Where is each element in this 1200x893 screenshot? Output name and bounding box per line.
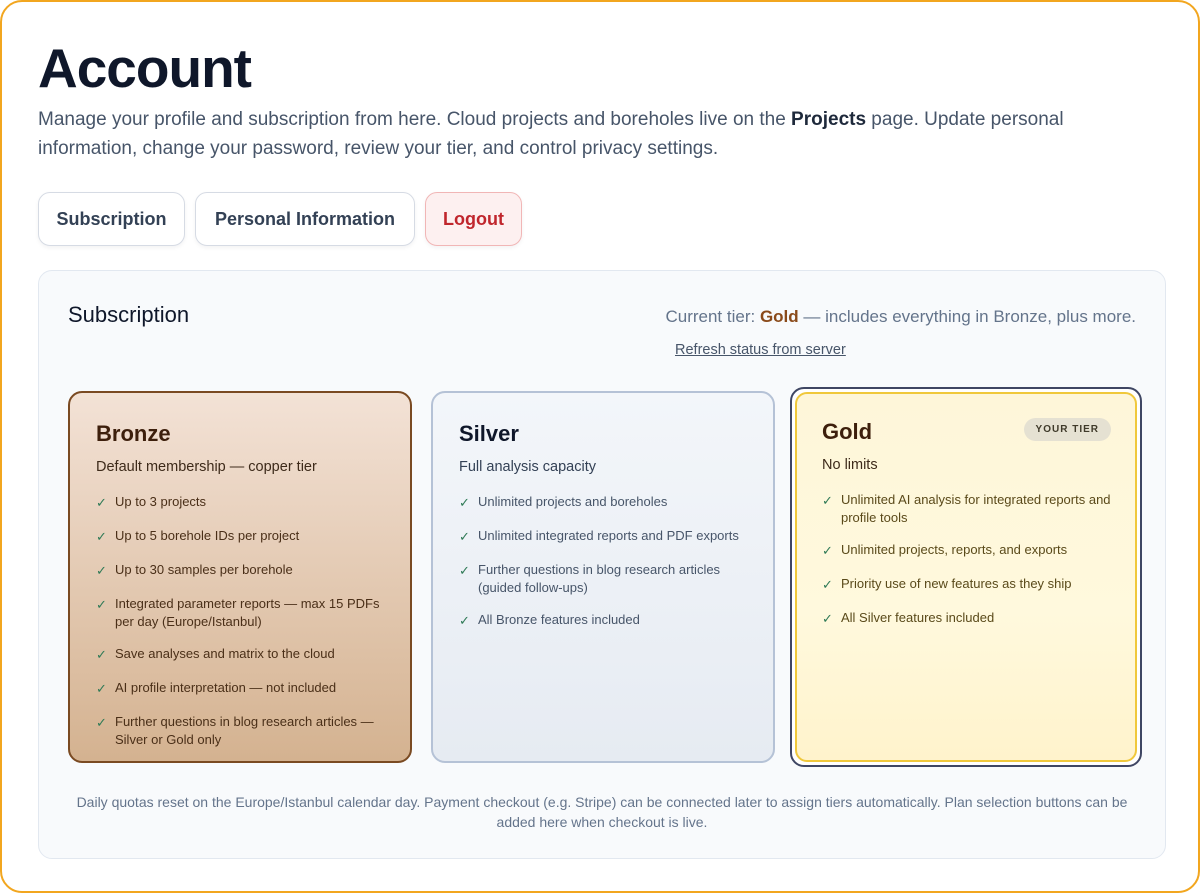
intro-text-start: Manage your profile and subscription from here. Cloud projects and boreholes live on the xyxy=(38,109,792,130)
plan-feature xyxy=(459,527,747,547)
check-icon: ✓ xyxy=(822,493,833,508)
plan-feature xyxy=(96,561,384,581)
check-icon: ✓ xyxy=(822,611,833,626)
plan-tagline: Full analysis capacity xyxy=(459,459,596,475)
plan-feature xyxy=(96,493,384,513)
feature-text: Priority use of new features as they ship xyxy=(841,576,1072,591)
check-icon: ✓ xyxy=(96,715,107,730)
plan-name: Gold xyxy=(822,419,873,444)
feature-text: Integrated parameter reports — max 15 PDFs per day (Europe/Istanbul) xyxy=(115,596,380,629)
plan-tagline: Default membership — copper tier xyxy=(96,459,317,475)
plan-feature xyxy=(96,595,384,631)
feature-text: Further questions in blog research articles (guided follow-ups) xyxy=(478,562,721,595)
check-icon: ✓ xyxy=(459,613,470,628)
plan-feature xyxy=(459,611,747,631)
feature-text: Unlimited projects and boreholes xyxy=(478,494,668,509)
page-title: Account xyxy=(38,37,251,99)
plan-feature xyxy=(96,679,384,699)
plan-feature xyxy=(96,713,384,749)
check-icon: ✓ xyxy=(96,529,107,544)
feature-text: Unlimited integrated reports and PDF exports xyxy=(478,528,739,543)
your-tier-badge: YOUR TIER xyxy=(1024,418,1111,441)
page-intro xyxy=(38,105,1138,163)
plan-feature xyxy=(96,527,384,547)
current-tier-name: Gold xyxy=(759,307,799,326)
check-icon: ✓ xyxy=(96,681,107,696)
feature-text: Up to 5 borehole IDs per project xyxy=(115,528,300,543)
plan-card-gold-inner xyxy=(795,392,1137,762)
plan-name: Silver xyxy=(459,421,519,446)
plan-feature xyxy=(822,541,1113,561)
plan-tagline: No limits xyxy=(822,457,878,473)
feature-text: Up to 3 projects xyxy=(115,494,207,509)
check-icon: ✓ xyxy=(459,563,470,578)
current-tier-suffix: — includes everything in Bronze, plus more. xyxy=(798,307,1136,326)
current-tier-prefix: Current tier: xyxy=(665,307,760,326)
check-icon: ✓ xyxy=(459,529,470,544)
quota-footnote: Daily quotas reset on the Europe/Istanbul calendar day. Payment checkout (e.g. Stripe) can be connected later to assign tiers automatically. Plan selection buttons can be added here when checkout is live. xyxy=(76,794,1128,830)
check-icon: ✓ xyxy=(96,597,107,612)
check-icon: ✓ xyxy=(96,563,107,578)
logout-button[interactable]: Logout xyxy=(425,192,522,246)
plan-feature xyxy=(459,493,747,513)
plan-feature xyxy=(822,575,1113,595)
check-icon: ✓ xyxy=(822,543,833,558)
plan-card-silver xyxy=(431,391,775,763)
plan-card-gold xyxy=(790,387,1142,767)
feature-text: Unlimited projects, reports, and exports xyxy=(841,542,1068,557)
tab-personal-information[interactable]: Personal Information xyxy=(195,192,415,246)
intro-text-end: page. Update personal information, change your password, review your tier, and control privacy settings. xyxy=(38,109,1064,159)
feature-text: Further questions in blog research articles — Silver or Gold only xyxy=(115,714,374,747)
subscription-title: Subscription xyxy=(68,302,190,327)
plan-card-bronze xyxy=(68,391,412,763)
plan-feature xyxy=(822,609,1113,629)
feature-text: Save analyses and matrix to the cloud xyxy=(115,646,335,661)
plan-feature xyxy=(822,491,1113,527)
check-icon: ✓ xyxy=(96,495,107,510)
refresh-status-link[interactable]: Refresh status from server xyxy=(675,342,846,358)
plan-feature xyxy=(96,645,384,665)
feature-text: AI profile interpretation — not included xyxy=(115,680,337,695)
feature-text: Unlimited AI analysis for integrated reports and profile tools xyxy=(841,492,1111,525)
feature-text: All Bronze features included xyxy=(478,612,640,627)
projects-reference: Projects xyxy=(791,109,867,130)
check-icon: ✓ xyxy=(459,495,470,510)
feature-text: Up to 30 samples per borehole xyxy=(115,562,293,577)
check-icon: ✓ xyxy=(822,577,833,592)
plan-feature xyxy=(459,561,747,597)
check-icon: ✓ xyxy=(96,647,107,662)
feature-text: All Silver features included xyxy=(841,610,995,625)
subscription-panel xyxy=(38,270,1166,859)
tab-subscription[interactable]: Subscription xyxy=(38,192,185,246)
plan-name: Bronze xyxy=(96,421,171,446)
current-tier-status xyxy=(536,307,1136,327)
